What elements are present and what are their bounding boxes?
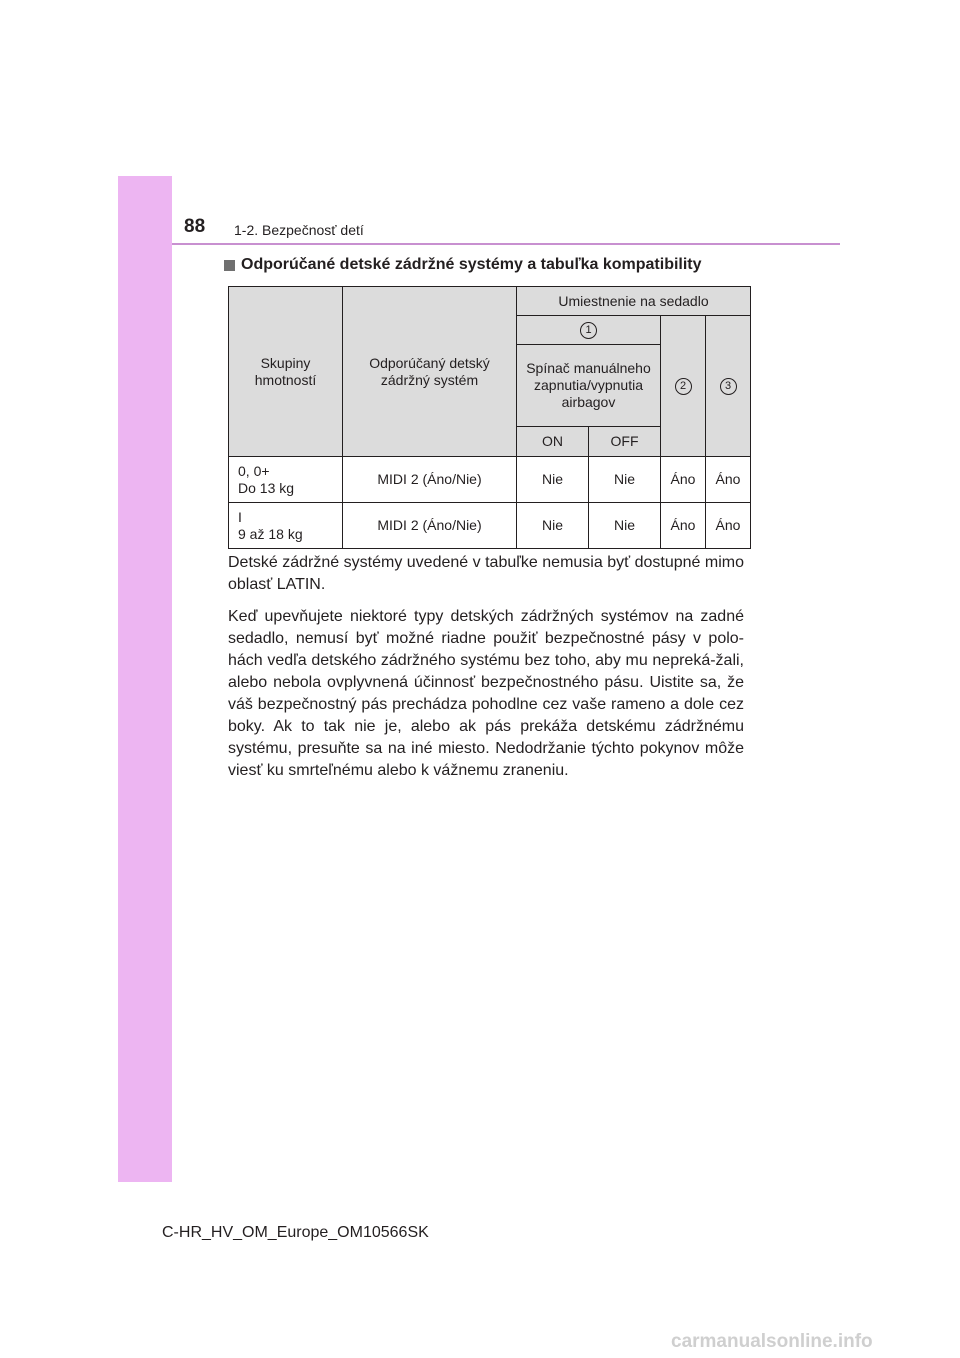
weight-group-cell xyxy=(229,503,343,549)
section-title: 1-2. Bezpečnosť detí xyxy=(234,222,364,238)
seat-3-cell: Áno xyxy=(706,503,751,549)
seat-2-cell: Áno xyxy=(661,503,706,549)
weight-group-range: Do 13 kg xyxy=(238,479,295,496)
seatbelt-warning-paragraph: Keď upevňujete niektoré typy detských zádržných systémov na zadné sedadlo, nemusí byť možné riadne použiť bezpečnostné pásy v polo-hách vedľa detského zádržného systému bez toho, aby mu nepreká-žali, alebo nebola ovplyvnená účinnosť bezpečnostného pásu. Uistite sa, že váš bezpečnostný pás prechádza pohodlne cez vaše rameno a dole cez boky. Ak to tak nie je, alebo ak pás prekáža detskému zádržnému systému, presuňte sa na iné miesto. Nedodržanie týchto pokynov môže viesť ku smrteľnému alebo k vážnemu zraneniu. xyxy=(228,608,744,779)
subheading xyxy=(224,255,702,275)
weight-group-class: I xyxy=(238,508,242,525)
header-airbag-switch: Spínač manuálneho zapnutia/vypnutia airbagov xyxy=(517,345,661,427)
seat-1-number-icon: 1 xyxy=(580,322,597,339)
weight-group-class: 0, 0+ xyxy=(238,462,270,479)
system-cell: MIDI 2 (Áno/Nie) xyxy=(343,503,517,549)
switch-on-cell: Nie xyxy=(517,457,589,503)
header-seat-2 xyxy=(661,316,706,457)
header-switch-off: OFF xyxy=(589,427,661,457)
weight-group-cell xyxy=(229,457,343,503)
system-cell: MIDI 2 (Áno/Nie) xyxy=(343,457,517,503)
switch-off-cell: Nie xyxy=(589,503,661,549)
square-bullet-icon xyxy=(224,260,235,271)
header-seat-1 xyxy=(517,316,661,345)
table-row xyxy=(229,503,751,549)
source-watermark: carmanualsonline.info xyxy=(671,1331,873,1352)
weight-group-range: 9 až 18 kg xyxy=(238,525,303,542)
header-switch-on: ON xyxy=(517,427,589,457)
header-divider xyxy=(172,243,840,245)
header-seating-position: Umiestnenie na sedadlo xyxy=(517,287,751,316)
availability-note: Detské zádržné systémy uvedené v tabuľke nemusia byť dostupné mimo oblasť LATIN. xyxy=(228,554,744,593)
header-recommended-system: Odporúčaný detský zádržný systém xyxy=(343,287,517,457)
table-row xyxy=(229,457,751,503)
seat-3-cell: Áno xyxy=(706,457,751,503)
header-seat-3 xyxy=(706,316,751,457)
switch-on-cell: Nie xyxy=(517,503,589,549)
document-code: C-HR_HV_OM_Europe_OM10566SK xyxy=(162,1224,429,1241)
seat-3-number-icon: 3 xyxy=(720,378,737,395)
seat-2-cell: Áno xyxy=(661,457,706,503)
switch-off-cell: Nie xyxy=(589,457,661,503)
header-weight-groups: Skupiny hmotností xyxy=(229,287,343,457)
chapter-side-tab xyxy=(118,176,172,1182)
seat-2-number-icon: 2 xyxy=(675,378,692,395)
compatibility-table xyxy=(228,286,751,549)
page-number: 88 xyxy=(184,216,206,237)
subheading-text: Odporúčané detské zádržné systémy a tabuľka kompatibility xyxy=(241,256,702,273)
